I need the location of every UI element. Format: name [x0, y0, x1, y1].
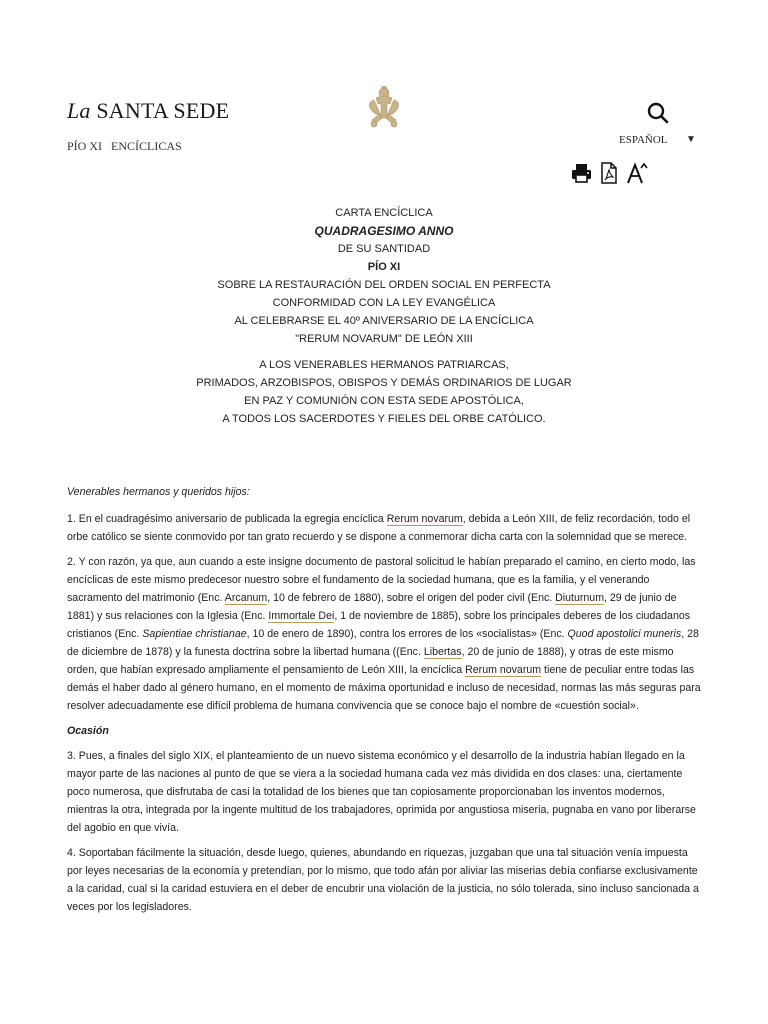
- link-diuturnum[interactable]: Diuturnum: [555, 592, 605, 604]
- document-title: QUADRAGESIMO ANNO: [314, 224, 454, 238]
- site-logo-text[interactable]: [67, 98, 229, 124]
- breadcrumb-item-encyclicals[interactable]: ENCÍCLICAS: [111, 139, 182, 153]
- paragraph-4: 4. Soportaban fácilmente la situación, desde luego, quienes, abundando en riquezas, juzgaban que una tal situación venía impuesta por leyes necesarias de la economía y pretendían, por lo mismo, que todo afán por aliviar las miserias debía confiarse exclusivamente a la caridad, cual si la caridad estuviera en el deber de encubrir una violación de la justicia, no sólo tolerada, sino incluso sancionada a veces por los legisladores.: [67, 847, 699, 913]
- brand-main: SANTA SEDE: [96, 98, 230, 123]
- addressee-line: A LOS VENERABLES HERMANOS PATRIARCAS,: [259, 359, 509, 371]
- subject-line: SOBRE LA RESTAURACIÓN DEL ORDEN SOCIAL EN PERFECTA: [217, 279, 551, 291]
- link-libertas[interactable]: Libertas: [423, 646, 462, 658]
- paragraph-1: 1. En el cuadragésimo aniversario de publicada la egregia encíclica Rerum novarum, debida a León XIII, de feliz recordación, todo el orbe católico se siente conmovido por tan grato recuerdo y se dispone a conmemorar dicha carta con la solemnidad que se merece.: [67, 513, 691, 543]
- paragraph-3: 3. Pues, a finales del siglo XIX, el planteamiento de un nuevo sistema económico y el desarrollo de la industria habían llegado en la mayor parte de las naciones al punto de que se viera a la sociedad humana cada vez más dividida en dos clases: una, ciertamente poco numerosa, que disfrutaba de casi la totalidad de los bienes que tan copiosamente proporcionaban los inventos modernos, mientras la otra, integrada por la ingente multitud de los trabajadores, oprimida por angustiosa miseria, pugnaba en vano por liberarse del agobio en que vivía.: [67, 750, 696, 834]
- link-rerum-novarum[interactable]: Rerum novarum: [386, 513, 463, 525]
- addressee-line: A TODOS LOS SACERDOTES Y FIELES DEL ORBE CATÓLICO.: [222, 413, 546, 425]
- subject-line: AL CELEBRARSE EL 40º ANIVERSARIO DE LA ENCÍCLICA: [234, 315, 534, 327]
- section-heading: Ocasión: [67, 725, 109, 737]
- addressee-line: EN PAZ Y COMUNIÓN CON ESTA SEDE APOSTÓLICA,: [244, 395, 524, 407]
- chevron-down-icon[interactable]: ▼: [686, 134, 696, 145]
- document-body: [67, 483, 701, 923]
- link-arcanum[interactable]: Arcanum: [224, 592, 268, 604]
- pdf-icon[interactable]: [600, 162, 618, 184]
- document-author: PÍO XI: [367, 261, 401, 273]
- link-immortale-dei[interactable]: Immortale Dei: [268, 610, 335, 622]
- font-size-icon[interactable]: [626, 162, 650, 184]
- salutation: Venerables hermanos y queridos hijos:: [67, 486, 250, 498]
- papal-emblem-icon: [366, 86, 402, 128]
- paragraph-2: 2. Y con razón, ya que, aun cuando a este insigne documento de pastoral solicitud le habían preparado el camino, en cierto modo, las encíclicas de este mismo predecesor nuestro sobre el fundamento de la sociedad humana, que es la familia, y el venerando sacramento del matrimonio (Enc. Arcanum, 10 de febrero de 1880), sobre el origen del poder civil (Enc. Diuturnum, 29 de junio de 1881) y sus relaciones con la Iglesia (Enc. Immortale Dei, 1 de noviembre de 1885), sobre los principales deberes de los ciudadanos cristianos (Enc. Sapientiae christianae, 10 de enero de 1890), contra los errores de los «socialistas» (Enc. Quod apostolici muneris, 28 de diciembre de 1878) y la funesta doctrina sobre la libertad humana ((Enc. Libertas, 20 de junio de 1888), y otras de este mismo orden, que habían expresado ampliamente el pensamiento de León XIII, la encíclica Rerum novarum tiene de peculiar entre todas las demás el haber dado al género humano, en el momento de máxima oportunidad e incluso de necesidad, normas las más seguras para resolver adecuadamente ese difícil problema de humana convivencia que se conoce bajo el nombre de «cuestión social».: [67, 556, 701, 712]
- subject-line: CONFORMIDAD CON LA LEY EVANGÉLICA: [272, 297, 496, 309]
- document-author-line: DE SU SANTIDAD: [337, 243, 431, 255]
- breadcrumb: [67, 139, 188, 154]
- language-selector[interactable]: ESPAÑOL: [619, 134, 668, 146]
- addressee-line: PRIMADOS, ARZOBISPOS, OBISPOS Y DEMÁS ORDINARIOS DE LUGAR: [196, 377, 572, 389]
- document-heading: [0, 204, 768, 428]
- breadcrumb-item-pope[interactable]: PÍO XI: [67, 139, 102, 153]
- print-icon[interactable]: [571, 162, 592, 184]
- document-type: CARTA ENCÍCLICA: [335, 207, 433, 219]
- search-icon[interactable]: [646, 101, 670, 125]
- link-rerum-novarum[interactable]: Rerum novarum: [465, 664, 542, 676]
- brand-prefix: La: [67, 98, 91, 123]
- subject-line: "RERUM NOVARUM" DE LEÓN XIII: [295, 333, 473, 345]
